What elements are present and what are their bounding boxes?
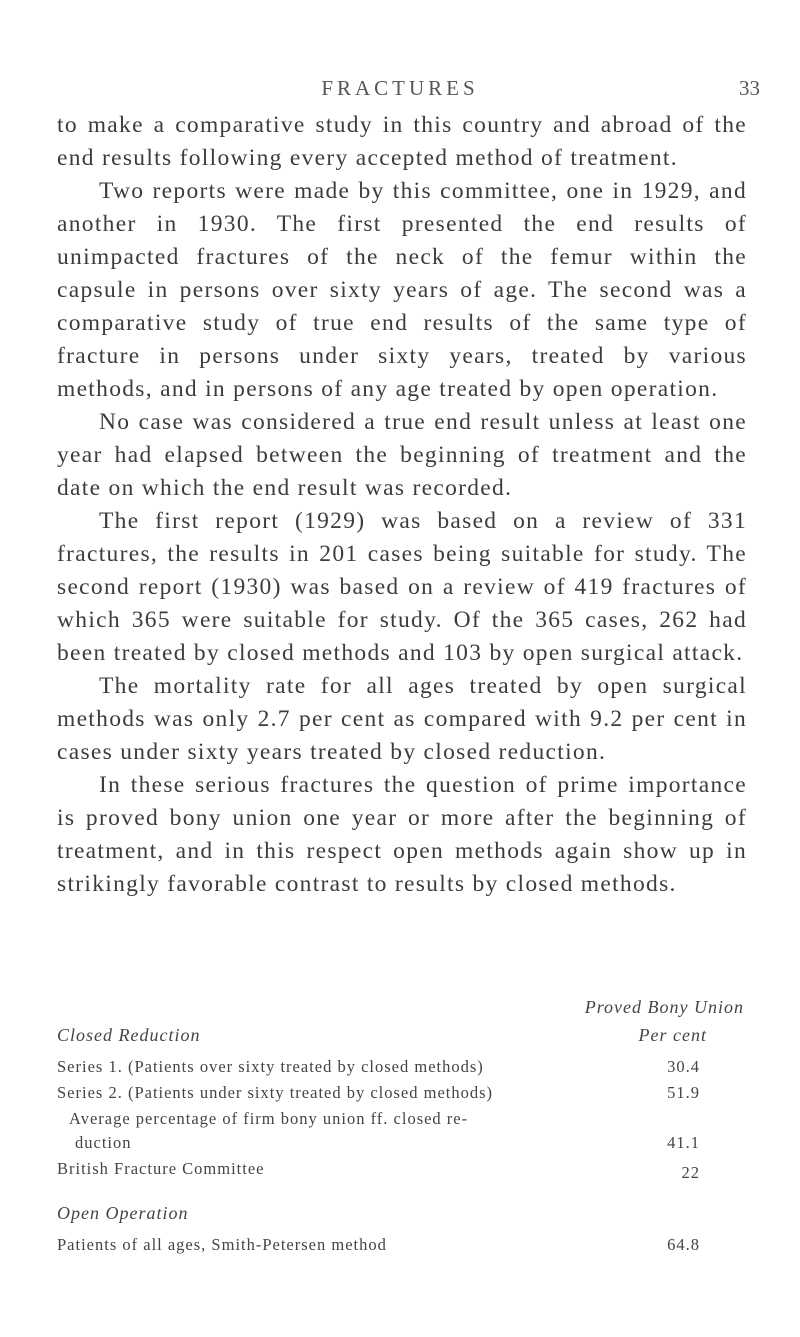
paragraph-mortality: The mortality rate for all ages treated by open surgical methods was only 2.7 per cent as compared with 9.2 per cent in cases under sixty years treated by closed reduction. [57,673,747,765]
running-head-title: FRACTURES [321,76,479,100]
row-label: British Fracture Committee [57,1159,265,1178]
body-text [57,109,747,901]
row-label: Patients of all ages, Smith-Petersen method [57,1235,387,1254]
row-value: 22 [681,1163,700,1182]
column-unit-per-cent: Per cent [638,1025,707,1045]
paragraph-bony-union: In these serious fractures the question of prime importance is proved bony union one year or more after the beginning of treatment, and in this respect open methods again show up in strikingly favorable contrast to results by closed methods. [57,772,747,897]
table-row-continued [57,1133,762,1159]
row-label: Average percentage of firm bony union ff. closed re- [69,1109,469,1128]
row-value: 64.8 [667,1235,700,1254]
section-label-open-operation: Open Operation [57,1203,189,1223]
table-header-row [57,997,762,1025]
row-value: 51.9 [667,1083,700,1102]
row-value: 41.1 [667,1133,700,1152]
paragraph-continued: to make a comparative study in this country and abroad of the end results following every accepted method of treatment. [57,112,747,171]
table-row [57,1057,762,1083]
running-head [40,76,760,104]
page-number: 33 [739,76,760,100]
table-row [57,1109,762,1133]
table-row [57,1083,762,1109]
column-header-proved-bony-union: Proved Bony Union [584,997,744,1017]
table-row [57,1235,762,1261]
results-table [57,997,762,1261]
paragraph-end-result-definition: No case was considered a true end result unless at least one year had elapsed between the beginning of treatment and the date on which the end result was recorded. [57,409,747,501]
section-label-closed-reduction: Closed Reduction [57,1025,201,1045]
table-row [57,1159,762,1203]
table-section-row-closed [57,1025,762,1057]
row-label-continued: duction [75,1133,132,1152]
row-label: Series 2. (Patients under sixty treated by closed methods) [57,1083,494,1102]
row-value: 30.4 [667,1057,700,1076]
paragraph-two-reports: Two reports were made by this committee, one in 1929, and another in 1930. The first presented the end results of unimpacted fractures of the neck of the femur within the capsule in persons over sixty years of age. The second was a comparative study of true end results of the same type of fracture in persons under sixty years, treated by various methods, and in persons of any age treated by open operation. [57,178,747,402]
table-section-row-open [57,1203,762,1235]
row-label: Series 1. (Patients over sixty treated by closed methods) [57,1057,484,1076]
paragraph-first-report: The first report (1929) was based on a review of 331 fractures, the results in 201 cases being suitable for study. The second report (1930) was based on a review of 419 fractures of which 365 were suitable for study. Of the 365 cases, 262 had been treated by closed methods and 103 by open surgical attack. [57,508,747,666]
